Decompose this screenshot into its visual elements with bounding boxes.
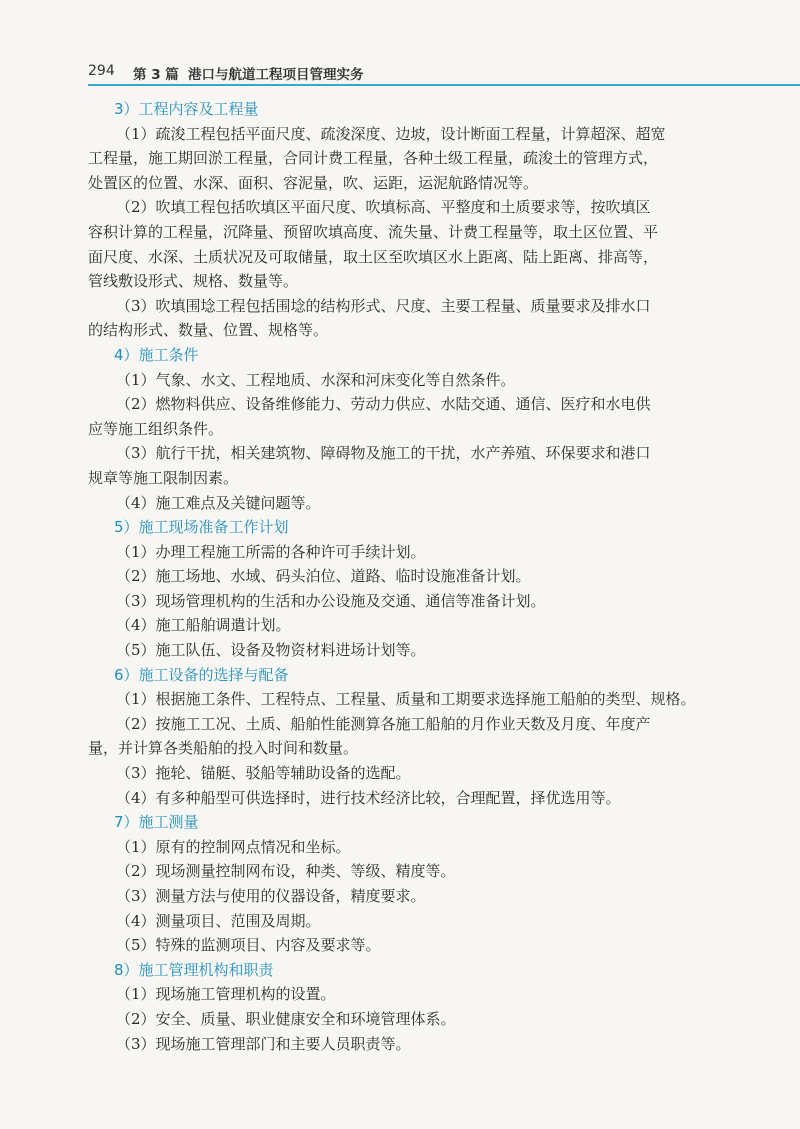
text-line: （5）施工队伍、设备及物资材料进场计划等。 — [116, 641, 426, 660]
text-line: 面尺度、水深、土质状况及可取储量，取土区至吹填区水上距离、陆上距离、排高等， — [88, 247, 659, 266]
text-line: （1）现场施工管理机构的设置。 — [116, 985, 336, 1004]
text-line: 的结构形式、数量、位置、规格等。 — [88, 321, 329, 340]
section-heading: 3）工程内容及工程量 — [114, 100, 259, 118]
text-line: （2）燃物料供应、设备维修能力、劳动力供应、水陆交通、通信、医疗和水电供 — [116, 395, 651, 414]
text-line: （2）安全、质量、职业健康安全和环境管理体系。 — [116, 1009, 456, 1028]
text-line: 应等施工组织条件。 — [88, 419, 224, 438]
text-line: 处置区的位置、水深、面积、容泥量，吹、运距，运泥航路情况等。 — [88, 173, 539, 192]
running-header — [88, 61, 800, 83]
part-label: 第 3 篇 — [133, 67, 179, 83]
text-line: （2）按施工工况、土质、船舶性能测算各施工船舶的月作业天数及月度、年度产 — [116, 714, 651, 733]
text-line: （2）吹填工程包括吹填区平面尺度、吹填标高、平整度和土质要求等，按吹填区 — [116, 198, 651, 217]
text-line: （3）吹填围埝工程包括围埝的结构形式、尺度、主要工程量、质量要求及排水口 — [116, 296, 651, 315]
part-title: 港口与航道工程项目管理实务 — [188, 67, 364, 83]
text-line: （4）测量项目、范围及周期。 — [116, 911, 321, 930]
text-line: （4）施工难点及关键问题等。 — [116, 493, 321, 512]
text-line: （1）气象、水文、工程地质、水深和河床变化等自然条件。 — [116, 370, 516, 389]
text-line: （4）有多种船型可供选择时，进行技术经济比较，合理配置，择优选用等。 — [116, 788, 621, 807]
section-heading: 8）施工管理机构和职责 — [114, 960, 274, 979]
text-line: （1）疏浚工程包括平面尺度、疏浚深度、边坡，设计断面工程量，计算超深、超宽 — [116, 124, 666, 143]
section-heading: 4）施工条件 — [114, 345, 199, 364]
text-line: 量，并计算各类船舶的投入时间和数量。 — [88, 739, 359, 758]
text-line: 管线敷设形式、规格、数量等。 — [88, 272, 299, 291]
section-heading: 7）施工测量 — [114, 813, 199, 832]
section-heading: 5）施工现场准备工作计划 — [114, 518, 289, 537]
text-line: （1）根据施工条件、工程特点、工程量、质量和工期要求选择施工船舶的类型、规格。 — [116, 690, 696, 709]
section-heading: 6）施工设备的选择与配备 — [114, 665, 289, 684]
page-number: 294 — [88, 63, 115, 79]
text-line: 工程量，施工期回淤工程量，合同计费工程量，各种土级工程量，疏浚土的管理方式， — [88, 149, 659, 168]
text-line: （3）拖轮、锚艇、驳船等辅助设备的选配。 — [116, 764, 411, 783]
text-line: （2）现场测量控制网布设，种类、等级、精度等。 — [116, 862, 456, 881]
text-line: （3）现场施工管理部门和主要人员职责等。 — [116, 1034, 411, 1053]
text-line: （3）航行干扰，相关建筑物、障碍物及施工的干扰，水产养殖、环保要求和港口 — [116, 444, 651, 463]
text-line: （4）施工船舶调遣计划。 — [116, 616, 291, 635]
text-line: （5）特殊的监测项目、内容及要求等。 — [116, 936, 381, 955]
text-line: 规章等施工限制因素。 — [88, 468, 239, 487]
text-line: 容积计算的工程量，沉降量、预留吹填高度、流失量、计费工程量等，取土区位置、平 — [88, 222, 659, 241]
text-line: （2）施工场地、水域、码头泊位、道路、临时设施准备计划。 — [116, 567, 531, 586]
text-line: （1）办理工程施工所需的各种许可手续计划。 — [116, 542, 426, 561]
text-line: （3）现场管理机构的生活和办公设施及交通、通信等准备计划。 — [116, 591, 546, 610]
text-line: （3）测量方法与使用的仪器设备，精度要求。 — [116, 887, 426, 905]
header-rule — [88, 84, 800, 86]
text-line: （1）原有的控制网点情况和坐标。 — [116, 837, 351, 856]
page-body — [88, 97, 708, 1056]
